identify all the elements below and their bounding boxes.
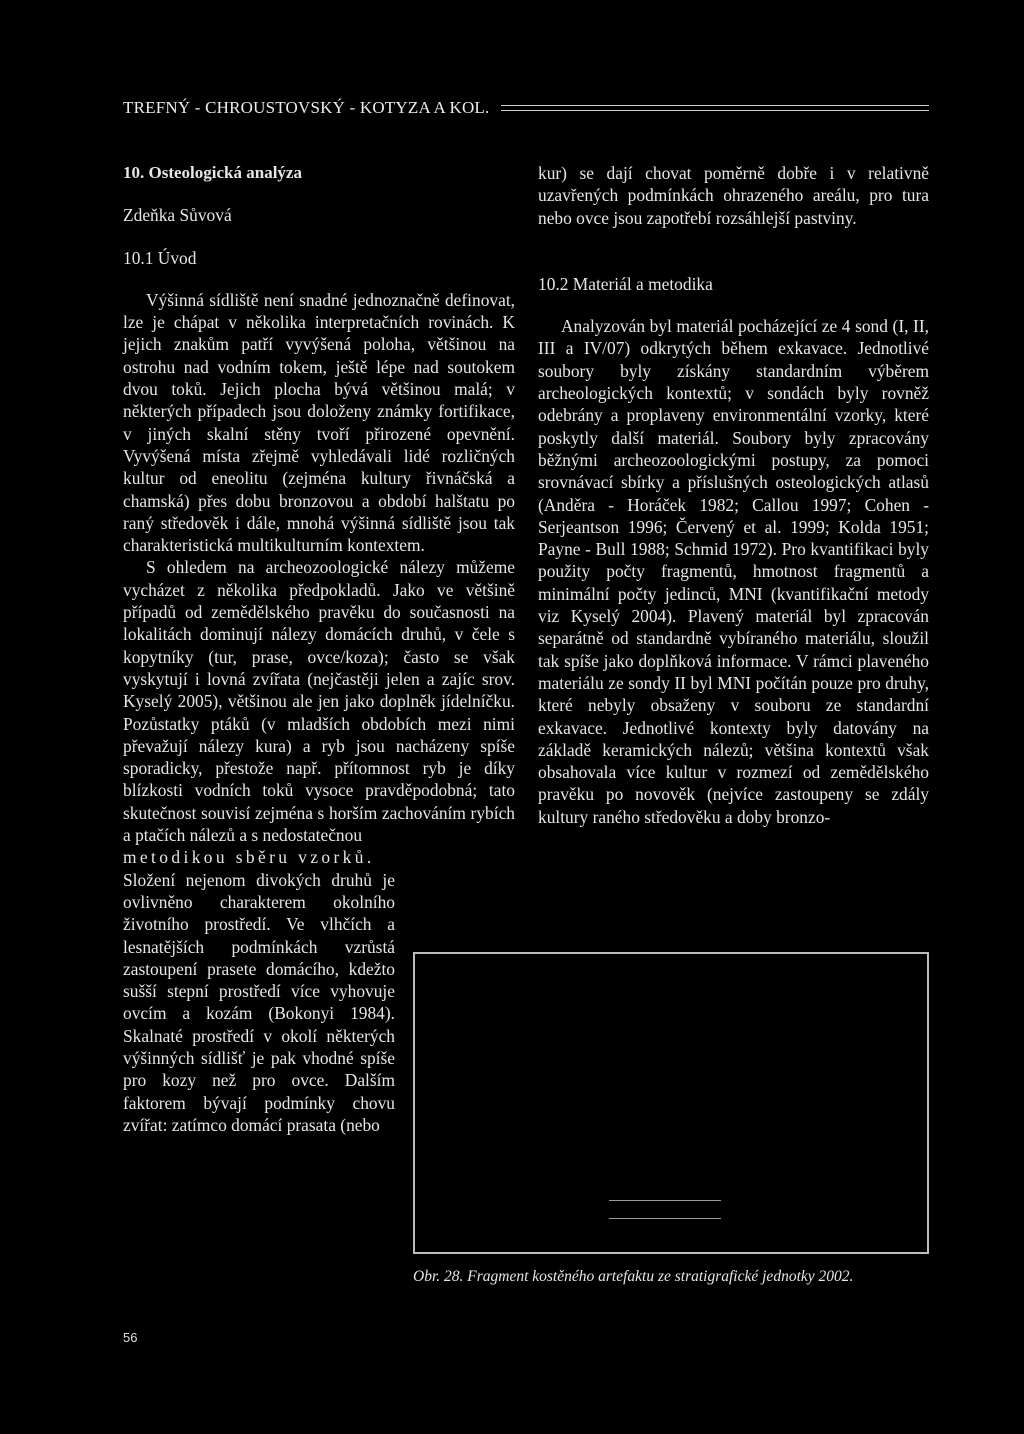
- right-column: [538, 162, 929, 828]
- running-title: TREFNÝ - CHROUSTOVSKÝ - KOTYZA A KOL.: [123, 98, 490, 117]
- paragraph-intro-3: Složení nejenom divokých druhů je ovlivněno charakterem okolního životního prostředí. Ve vlhčích a lesnatějších podmínkách vzrůstá zastoupení prasete domácího, kdežto sušší stepní prostředí více vyhovuje ovcím a kozám (Bokonyi 1984). Skalnaté prostředí v okolí některých výšinných sídlišť je pak vhodné spíše pro kozy než pro ovce. Dalším faktorem bývají podmínky chovu zvířat: zatímco domácí prasata (nebo: [123, 869, 395, 1135]
- paragraph-intro-2-end: metodikou sběru vzorků.: [123, 847, 375, 868]
- paragraph-methods: Analyzován byl materiál pocházející ze 4 sond (I, II, III a IV/07) odkrytých během exkavace. Jednotlivé soubory byly získány standardním výběrem archeologických kontextů; v sondách byly rovněž odebrány a proplaveny environmentální vzorky, které poskytly další materiál. Soubory byly zpracovány běžnými archeozoologickými postupy, za pomoci srovnávací sbírky a příslušných osteologických atlasů (Anděra - Horáček 1982; Callou 1997; Cohen - Serjeantson 1996; Červený et al. 1999; Kolda 1951; Payne - Bull 1988; Schmid 1972). Pro kvantifikaci byly použity počty fragmentů, hmotnost fragmentů a minimální počty jedinců, MNI (kvantifikační metody viz Kyselý 2004). Plavený materiál byl zpracován separátně od standardně vybíraného materiálu, sloužil tak spíše jako doplňková informace. V rámci plaveného materiálu ze sondy II byl MNI počítán pouze pro druhy, které nebyly obsaženy v souboru ze standardní exkavace. Jednotlivé kontexty byly datovány na základě keramických nálezů; většina kontextů však obsahovala více kultur v rozmezí od zemědělského pravěku po novověk (nejvíce zastoupeny se zdály kultury raného středověku a doby bronzo-: [538, 316, 929, 827]
- paragraph-continuation: kur) se dají chovat poměrně dobře i v relativně uzavřených podmínkách ohrazeného areálu, pro tura nebo ovce jsou zapotřebí rozsáhlejší pastviny.: [538, 163, 929, 228]
- running-header: [123, 96, 929, 120]
- figure-scale-line-bottom: [609, 1218, 721, 1219]
- subsection-heading-intro: 10.1 Úvod: [123, 247, 197, 268]
- subsection-heading-methods: 10.2 Materiál a metodika: [538, 273, 713, 294]
- figure-caption: Obr. 28. Fragment kostěného artefaktu ze stratigrafické jednotky 2002.: [413, 1268, 854, 1285]
- paragraph-intro-2: S ohledem na archeozoologické nálezy můžeme vycházet z několika předpokladů. Jako ve většině případů od zemědělského pravěku do současnosti na lokalitách dominují nálezy domácích druhů, v čele s kopytníky (tur, prase, ovce/koza); často se však vyskytují i lovná zvířata (nejčastěji jelen a zajíc srov. Kyselý 2005), většinou ale jen jako doplněk jídelníčku. Pozůstatky ptáků (v mladších obdobích mezi nimi převažují nálezy kura) a ryb jsou nacházeny spíše sporadicky, přestože např. přítomnost ryb je díky blízkosti vodních toků vysoce pravděpodobná; tato skutečnost souvisí zejména s horším zachováním rybích a ptačích nálezů a s nedostatečnou: [123, 557, 515, 846]
- section-title: 10. Osteologická analýza: [123, 163, 302, 182]
- figure-scale-line-top: [609, 1200, 721, 1201]
- page-number: 56: [123, 1330, 138, 1345]
- paragraph-intro-1: Výšinná sídliště není snadné jednoznačně definovat, lze je chápat v několika interpretačních rovinách. K jejich znakům patří vyvýšená poloha, většinou na ostrohu nad vodním tokem, ještě lépe nad soutokem dvou toků. Jejich plocha bývá většinou malá; v některých případech jsou doloženy známky fortifikace, v jiných skalní stěny tvoří přirozené opevnění. Vyvýšená místa zřejmě vyhledávali lidé rozličných kultur od eneolitu (zejména kultury řivnáčská a chamská) přes dobu bronzovou a období halštatu po raný středověk i dále, mnohá výšinná sídliště jsou tak charakteristická multikulturním kontextem.: [123, 289, 515, 556]
- author-name: Zdeňka Sůvová: [123, 205, 232, 226]
- header-rule: [501, 105, 929, 111]
- figure-image: [413, 952, 929, 1254]
